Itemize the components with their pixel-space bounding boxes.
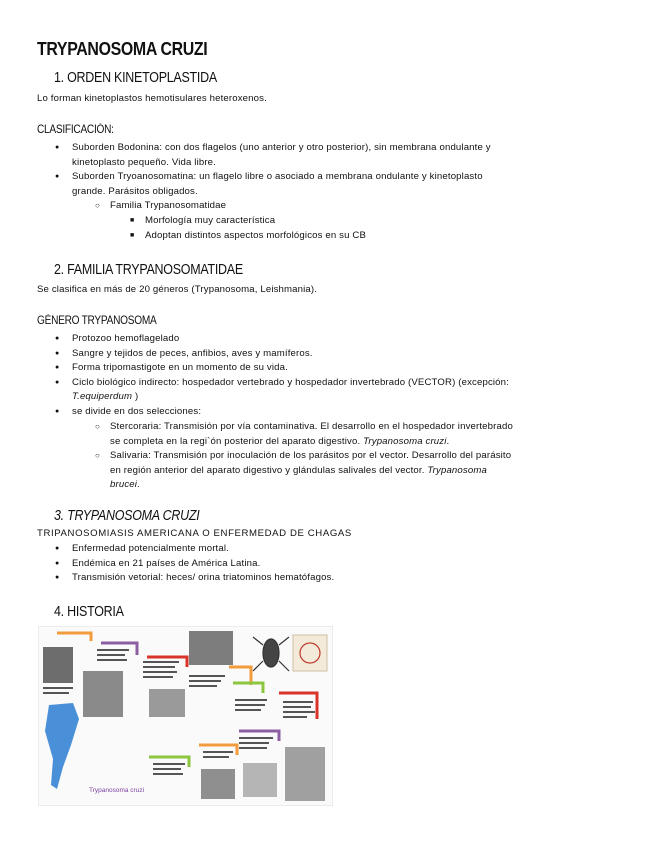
triatomine-bug-icon (253, 637, 289, 671)
clasificacion-label: CLASIFICACIÓN: (37, 124, 114, 136)
list-item: ■ Adoptan distintos aspectos morfológicos en su CB (145, 229, 605, 244)
selecciones-list (110, 420, 630, 493)
historical-photo (43, 647, 73, 683)
list-item: ■ Morfología muy característica (145, 214, 605, 229)
section3-heading: 3. TRYPANOSOMA CRUZI (54, 508, 200, 524)
timeline-connector (57, 633, 91, 641)
section4-heading: 4. HISTORIA (54, 604, 124, 620)
section3-subtitle: TRIPANOSOMIASIS AMERICANA O ENFERMEDAD DE CHAGAS (37, 528, 352, 539)
timeline-connector (149, 757, 189, 767)
list-item: ● Transmisión vetorial: heces/ orina triatominos hematófagos. (72, 571, 632, 586)
list-item: ○ Familia Trypanosomatidae (110, 199, 610, 214)
list-item: ● Forma tripomastigote en un momento de su vida. (72, 361, 642, 376)
history-timeline-figure (38, 626, 333, 806)
historical-photo (149, 689, 185, 717)
family-sublist (110, 199, 610, 214)
section1-heading: 1. ORDEN KINETOPLASTIDA (54, 70, 217, 86)
historical-photo (83, 671, 123, 717)
clasificacion-list (72, 141, 632, 199)
historical-photo (285, 747, 325, 801)
historical-photo (201, 769, 235, 799)
chagas-list (72, 542, 632, 586)
list-item: ● Enfermedad potencialmente mortal. (72, 542, 632, 557)
genero-list (72, 332, 642, 419)
list-item: ● Suborden Bodonina: con dos flagelos (uno anterior y otro posterior), sin membrana ondulante y kinetoplasto pequeño. Vida libre. (72, 141, 632, 170)
timeline-connector (199, 745, 237, 755)
list-item: ● Ciclo biológico indirecto: hospedador vertebrado y hospedador invertebrado (VECTOR) (excepción: T.equiperdum ) (72, 376, 642, 405)
document-title: TRYPANOSOMA CRUZI (37, 38, 208, 59)
list-item: ○ Salivaria: Transmisión por inoculación de los parásitos por el vector. Desarrollo del parásito en región anterior del aparato digestivo y glándulas salivales del vector. Trypanosoma brucei. (110, 449, 630, 493)
list-item: ● Sangre y tejidos de peces, anfibios, aves y mamíferos. (72, 347, 642, 362)
family-details-list (145, 214, 605, 243)
historical-photo (189, 631, 233, 665)
list-item: ● Endémica en 21 países de América Latina. (72, 557, 632, 572)
timeline-illustration (39, 627, 332, 805)
list-item: ● se divide en dos selecciones: (72, 405, 642, 420)
genero-label: GÉNERO TRYPANOSOMA (37, 315, 157, 327)
list-item: ○ Stercoraria: Transmisión por vía contaminativa. El desarrollo en el hospedador invertebrado se completa en la regi`ón posterior del aparato digestivo. Trypanosoma cruzi. (110, 420, 630, 449)
south-america-map (45, 703, 79, 789)
timeline-connector (233, 683, 263, 693)
figure-caption: Trypanosoma cruzi (89, 787, 145, 794)
section2-heading: 2. FAMILIA TRYPANOSOMATIDAE (54, 262, 243, 278)
lifecycle-drawing (293, 635, 327, 671)
list-item: ● Protozoo hemoflagelado (72, 332, 642, 347)
historical-photo (243, 763, 277, 797)
section1-intro: Lo forman kinetoplastos hemotisulares heteroxenos. (37, 93, 267, 104)
timeline-connector (239, 731, 279, 741)
section2-intro: Se clasifica en más de 20 géneros (Trypanosoma, Leishmania). (37, 284, 318, 295)
list-item: ● Suborden Tryoanosomatina: un flagelo libre o asociado a membrana ondulante y kinetoplasto grande. Parásitos obligados. (72, 170, 632, 199)
